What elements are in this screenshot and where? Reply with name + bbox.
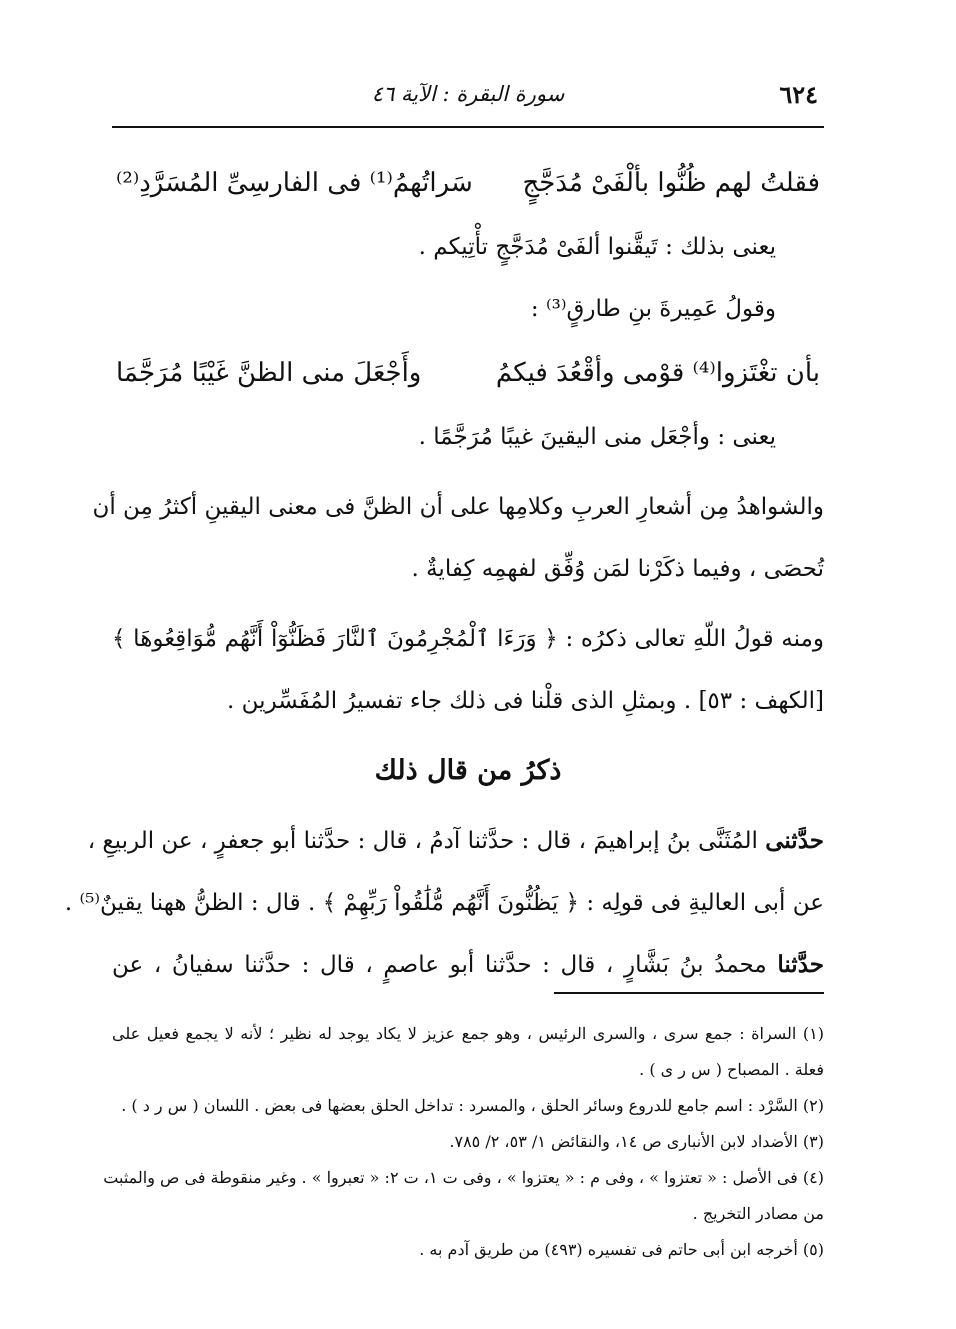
- footnote-rule: [554, 992, 824, 994]
- header-rule: [112, 126, 824, 128]
- explanation-line-1: يعنى بذلك : تَيقَّنوا ألفَىْ مُدَجَّجٍ تأْتِيكم .: [418, 234, 776, 260]
- page-header: [112, 74, 824, 114]
- footnote-1-line-2: فعلة . المصباح ( س ر ى ) .: [639, 1060, 824, 1079]
- verse-2: [112, 340, 824, 406]
- verse-1: [112, 150, 824, 216]
- hadith-2-lead: حدَّثنا: [777, 951, 824, 978]
- paragraph-1-line-2: تُحصَى ، وفيما ذكَرْنا لمَن وُفِّق لفهمِه كِفايةٌ .: [411, 556, 824, 582]
- hadith-1-text: المُثَنَّى بنُ إبراهيمَ ، قال : حدَّثنا آدمُ ، قال : حدَّثنا أبو جعفرٍ ، عن الربيعِ ،: [87, 828, 758, 854]
- verse-2-hemistich-2: وأَجْعَلَ منى الظنَّ غَيْبًا مُرَجَّمَا: [116, 358, 422, 388]
- paragraph-1-line-1: والشواهدُ مِن أشعارِ العربِ وكلامِها على أن الظنَّ فى معنى اليقينِ أكثرُ مِن أن: [92, 494, 824, 520]
- hadith-2-text: محمدُ بنُ بَشَّارٍ ، قال : حدَّثنا أبو عاصمٍ ، قال : حدَّثنا سفيانُ ، عن: [112, 952, 767, 978]
- hadith-2-line-1: [112, 934, 824, 996]
- hadith-1-line-2: عن أبى العاليةِ فى قولِه : ﴿ يَظُنُّونَ أَنَّهُم مُّلَٰقُواْ رَبِّهِمْ ﴾ . قال : الظنُّ ههنا يقينٌ⁽⁵⁾ .: [64, 890, 824, 916]
- page-number: ٦٢٤: [779, 80, 818, 109]
- footnote-4-line-2: من مصادر التخريج .: [692, 1204, 824, 1223]
- verse-2-hemistich-1: بأن تغْتَزوا⁽⁴⁾ قوْمى وأقْعُدَ فيكمُ: [495, 358, 820, 388]
- section-heading: ذكرُ من قال ذلك: [374, 755, 562, 786]
- explanation-line-2: يعنى : وأجْعَل منى اليقينَ غيبًا مُرَجَّمًا .: [418, 424, 776, 450]
- verse-1-hemistich-2: سَراتُهمُ⁽¹⁾ فى الفارسِىِّ المُسَرَّدِ⁽²⁾: [116, 168, 473, 198]
- footnote-3: (٣) الأضداد لابن الأنبارى ص ١٤، والنقائض ١/ ٥٣، ٢/ ٧٨٥.: [449, 1132, 824, 1151]
- footnote-4-line-1: (٤) فى الأصل : « تعتزوا » ، وفى م : « يعتزوا » ، وفى ت ١، ت ٢: « تعبروا » . وغير منقوطة فى ص والمثبت: [103, 1168, 824, 1187]
- attribution-line: وقولُ عَمِيرةَ بنِ طارقٍ⁽³⁾ :: [530, 296, 776, 322]
- footnote-1-line-1: (١) السراة : جمع سرى ، والسرى الرئيس ، وهو جمع عزيز لا يكاد يوجد له نظير ؛ لأنه لا يجمع فعيل على: [112, 1024, 824, 1043]
- running-title: سورة البقرة : الآية ٤٦: [371, 82, 565, 106]
- paragraph-2-line-2: [الكهف : ٥٣] . وبمثلِ الذى قلْنا فى ذلك جاء تفسيرُ المُفَسِّرين .: [227, 688, 824, 714]
- verse-1-hemistich-1: فقلتُ لهم ظُنُّوا بألْفَىْ مُدَجَّجٍ: [522, 168, 820, 198]
- footnotes: [103, 1016, 824, 1268]
- hadith-1-lead: حدَّثنى: [765, 827, 824, 854]
- footnote-5: (٥) أخرجه ابن أبى حاتم فى تفسيره (٤٩٣) من طريق آدم به .: [419, 1240, 824, 1259]
- paragraph-2-line-1: ومنه قولُ اللّهِ تعالى ذكرُه : ﴿ وَرَءَا ٱلْمُجْرِمُونَ ٱلنَّارَ فَظَنُّوٓاْ أَنَّهُم مُّوَاقِعُوهَا ﴾: [112, 626, 824, 652]
- main-text: [64, 150, 824, 996]
- hadith-1-line-1: [87, 810, 824, 872]
- footnote-2: (٢) السَّرْد : اسم جامع للدروع وسائر الحلق ، والمسرد : تداخل الحلق بعضها فى بعض . اللسان ( س ر د ) .: [121, 1096, 824, 1115]
